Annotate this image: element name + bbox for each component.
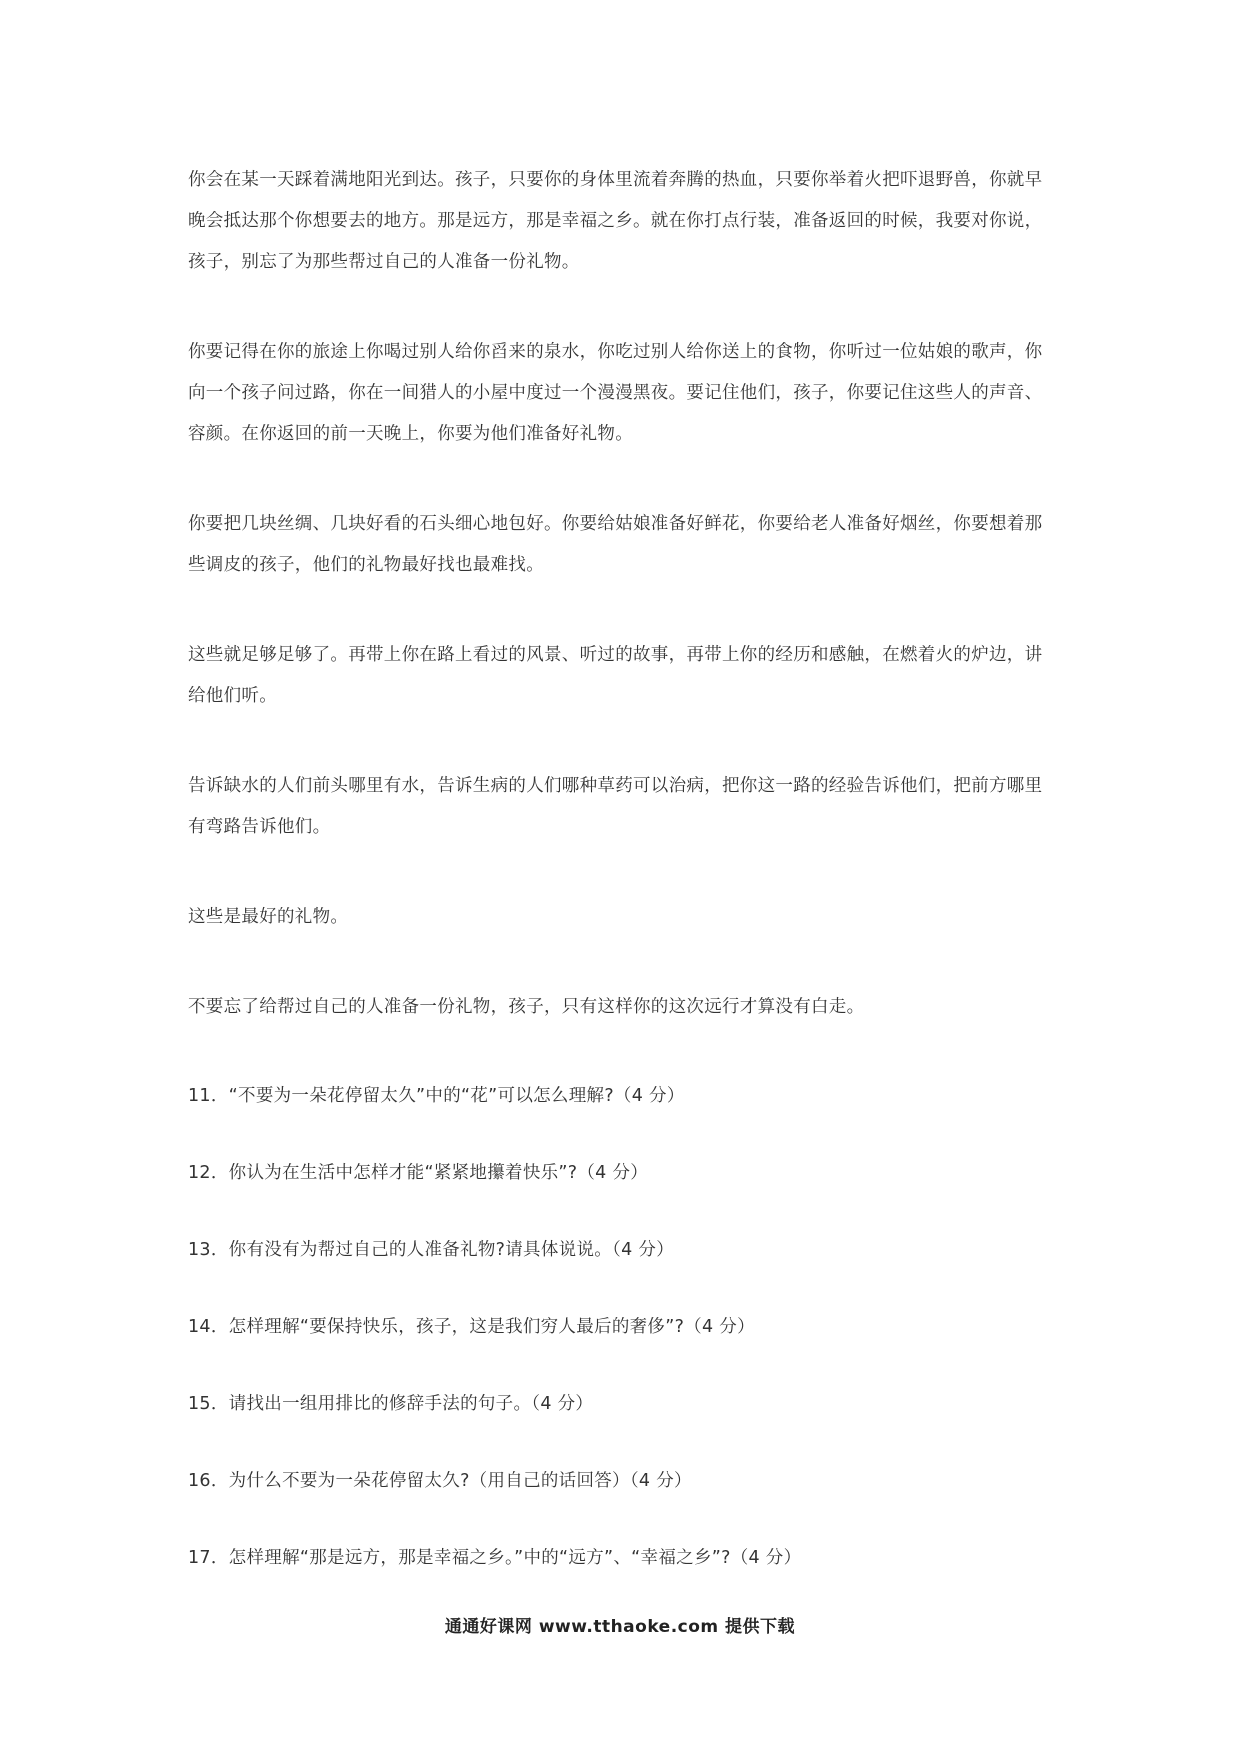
question-17: 17．怎样理解“那是远方，那是幸福之乡。”中的“远方”、“幸福之乡”?（4 分） xyxy=(188,1548,802,1568)
paragraph-3: 你要把几块丝绸、几块好看的石头细心地包好。你要给姑娘准备好鲜花，你要给老人准备好烟丝，你要想着那些调皮的孩子，他们的礼物最好找也最难找。 xyxy=(188,514,1043,575)
question-15: 15．请找出一组用排比的修辞手法的句子。（4 分） xyxy=(188,1394,594,1414)
question-11: 11．“不要为一朵花停留太久”中的“花”可以怎么理解?（4 分） xyxy=(188,1086,685,1106)
paragraph-7: 不要忘了给帮过自己的人准备一份礼物，孩子，只有这样你的这次远行才算没有白走。 xyxy=(188,997,865,1017)
page-footer: 通通好课网 www.tthaoke.com 提供下载 xyxy=(444,1617,796,1637)
paragraph-5: 告诉缺水的人们前头哪里有水，告诉生病的人们哪种草药可以治病，把你这一路的经验告诉他们，把前方哪里有弯路告诉他们。 xyxy=(188,776,1043,837)
question-13: 13．你有没有为帮过自己的人准备礼物?请具体说说。（4 分） xyxy=(188,1240,675,1260)
paragraph-4: 这些就足够足够了。再带上你在路上看过的风景、听过的故事，再带上你的经历和感触，在燃着火的炉边，讲给他们听。 xyxy=(188,645,1043,706)
paragraph-6: 这些是最好的礼物。 xyxy=(188,907,349,927)
question-12: 12．你认为在生活中怎样才能“紧紧地攥着快乐”?（4 分） xyxy=(188,1163,649,1183)
document-body xyxy=(188,160,1058,1616)
paragraph-2: 你要记得在你的旅途上你喝过别人给你舀来的泉水，你吃过别人给你送上的食物，你听过一位姑娘的歌声，你向一个孩子问过路，你在一间猎人的小屋中度过一个漫漫黑夜。要记住他们，孩子，你要记住这些人的声音、容颜。在你返回的前一天晚上，你要为他们准备好礼物。 xyxy=(188,342,1043,444)
question-14: 14．怎样理解“要保持快乐，孩子，这是我们穷人最后的奢侈”?（4 分） xyxy=(188,1317,755,1337)
paragraph-1: 你会在某一天踩着满地阳光到达。孩子，只要你的身体里流着奔腾的热血，只要你举着火把吓退野兽，你就早晚会抵达那个你想要去的地方。那是远方，那是幸福之乡。就在你打点行装，准备返回的时候，我要对你说，孩子，别忘了为那些帮过自己的人准备一份礼物。 xyxy=(188,170,1043,272)
question-16: 16．为什么不要为一朵花停留太久?（用自己的话回答）（4 分） xyxy=(188,1471,692,1491)
